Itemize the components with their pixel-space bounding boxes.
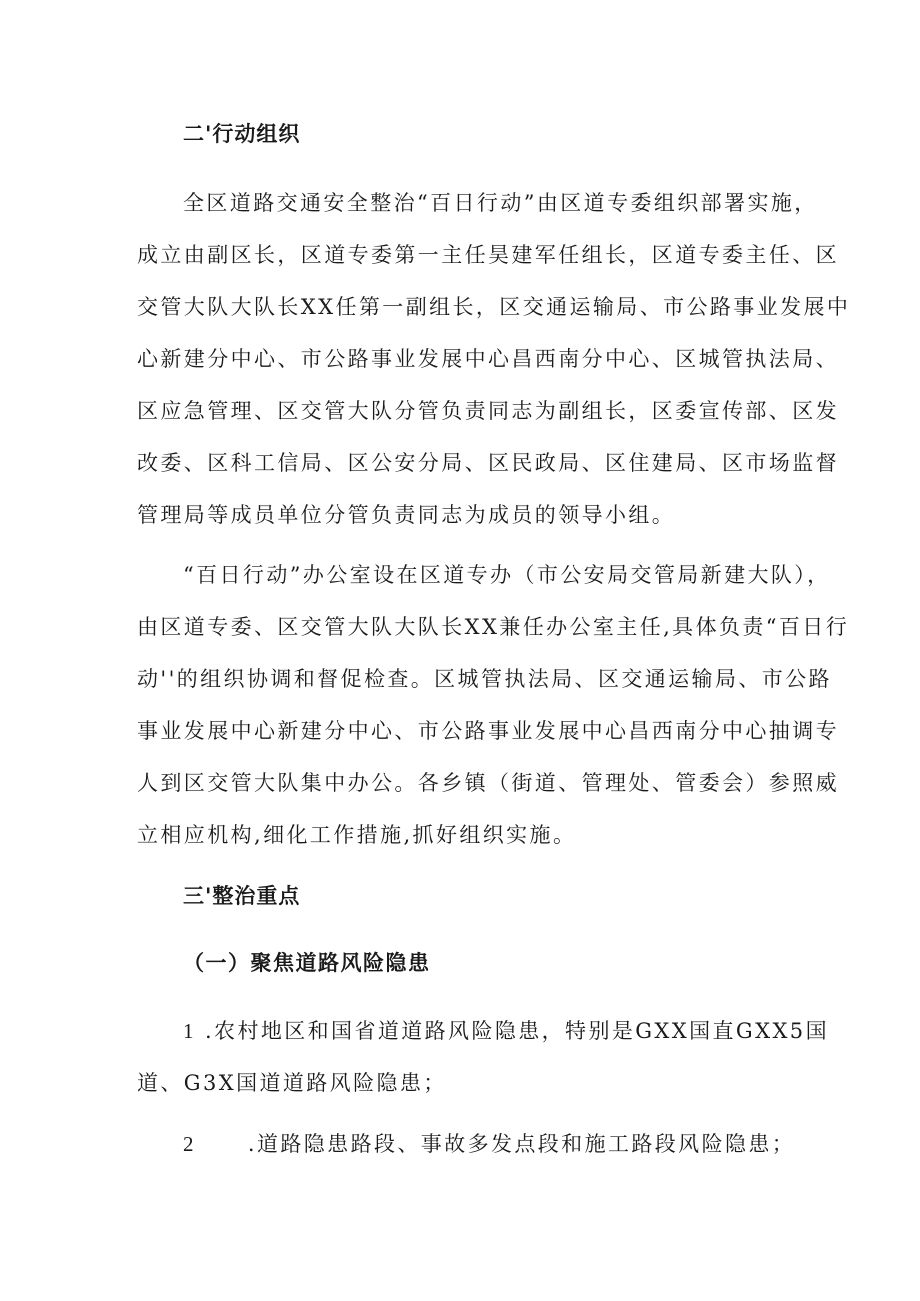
list-item-line: [183, 1018, 829, 1044]
paragraph-line: 交管大队大队长XX任第一副组长，区交通运输局、市公路事业发展中: [137, 295, 851, 319]
paragraph-line: 区应急管理、区交管大队分管负责同志为副组长，区委宣传部、区发: [137, 399, 839, 423]
list-number: 1: [183, 1019, 196, 1043]
paragraph-line: 全区道路交通安全整治“百日行动”由区道专委组织部署实施，: [183, 191, 818, 215]
section-heading-action-organization: 二'行动组织: [183, 122, 301, 146]
subsection-heading-road-risks: （一）聚焦道路风险隐患: [183, 951, 431, 975]
paragraph-line: 改委、区科工信局、区公安分局、区民政局、区住建局、区市场监督: [137, 451, 839, 475]
section-heading-key-rectification: 三'整治重点: [183, 884, 301, 908]
paragraph-line: 立相应机构,细化工作措施,抓好组织实施。: [137, 823, 577, 847]
list-text: .农村地区和国省道道路风险隐患，特别是GXX国直GXX5国: [204, 1019, 829, 1043]
list-item-line: 道、G3X国道道路风险隐患；: [137, 1071, 447, 1095]
list-item-line: [183, 1131, 795, 1157]
paragraph-line: 人到区交管大队集中办公。各乡镇（街道、管理处、管委会）参照威: [137, 771, 839, 795]
list-text: .道路隐患路段、事故多发点段和施工路段风险隐患；: [247, 1132, 796, 1156]
paragraph-line: 管理局等成员单位分管负责同志为成员的领导小组。: [137, 503, 676, 527]
paragraph-line: 由区道专委、区交管大队大队长XX兼任办公室主任,具体负责“百日行: [137, 615, 850, 639]
list-number: 2: [183, 1132, 196, 1156]
paragraph-line: 事业发展中心新建分中心、市公路事业发展中心昌西南分中心抽调专: [137, 719, 839, 743]
paragraph-line: “百日行动”办公室设在区道专办（市公安局交管局新建大队），: [183, 563, 831, 587]
paragraph-line: 动''的组织协调和督促检查。区城管执法局、区交通运输局、市公路: [137, 667, 832, 691]
paragraph-line: 心新建分中心、市公路事业发展中心昌西南分中心、区城管执法局、: [137, 347, 839, 371]
paragraph-line: 成立由副区长，区道专委第一主任昊建军任组长，区道专委主任、区: [137, 243, 839, 267]
